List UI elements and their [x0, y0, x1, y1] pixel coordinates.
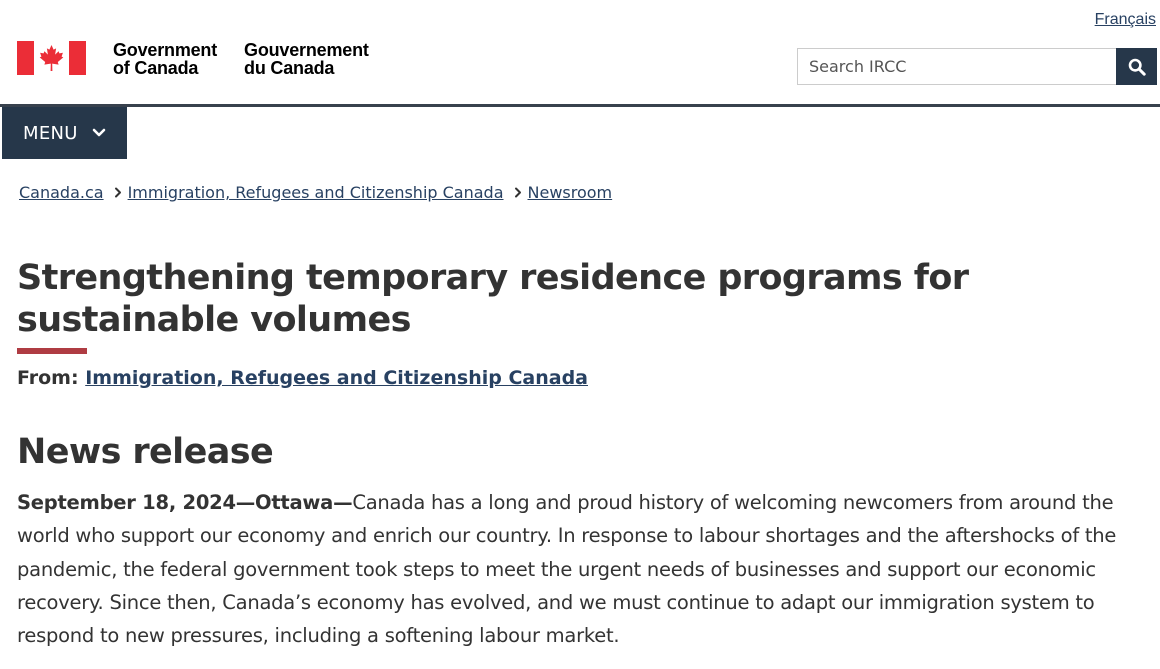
brand-en-line1: Government: [113, 40, 218, 60]
language-toggle-link[interactable]: Français: [1094, 11, 1156, 28]
chevron-right-icon: [514, 187, 522, 198]
release-text: Canada has a long and proud history of welcoming newcomers from around the world who support our economy and enrich our country. In response to labour shortages and the aftershocks of the pandemic, the federal government took steps to meet the urgent needs of businesses and support our economic recovery. Since then, Canada’s economy has evolved, and we must continue to adapt our immigration system to respond to new pressures, including a softening labour market.: [17, 491, 1117, 648]
from-line: [17, 367, 588, 389]
search-form: [797, 48, 1157, 85]
canada-flag-icon: [17, 41, 86, 75]
main-menu-button[interactable]: [2, 107, 127, 159]
menu-label: MENU: [23, 122, 78, 144]
search-icon: [1128, 58, 1146, 76]
chevron-right-icon: [114, 187, 122, 198]
title-underline: [17, 348, 87, 354]
from-label: From:: [17, 367, 79, 389]
news-release-body: [17, 486, 1157, 652]
search-button[interactable]: [1116, 48, 1157, 85]
search-input[interactable]: [797, 48, 1116, 85]
brand-en-line2: of Canada: [113, 58, 199, 78]
brand-english: [113, 41, 217, 77]
chevron-down-icon: [92, 128, 106, 138]
from-department-link[interactable]: Immigration, Refugees and Citizenship Canada: [85, 367, 588, 389]
header-divider: [0, 104, 1160, 107]
brand-fr-line2: du Canada: [244, 58, 335, 78]
brand-fr-line1: Gouvernement: [244, 40, 369, 60]
government-of-canada-signature[interactable]: [17, 41, 369, 77]
breadcrumb-newsroom[interactable]: Newsroom: [527, 183, 613, 202]
breadcrumb-ircc[interactable]: Immigration, Refugees and Citizenship Canada: [127, 183, 504, 202]
breadcrumb-canada-ca[interactable]: Canada.ca: [19, 183, 104, 202]
breadcrumb: [19, 183, 612, 202]
dateline: September 18, 2024—Ottawa—: [17, 491, 353, 514]
news-release-heading: News release: [17, 432, 274, 472]
page-title: Strengthening temporary residence programs for sustainable volumes: [17, 258, 969, 340]
brand-french: [244, 41, 369, 77]
